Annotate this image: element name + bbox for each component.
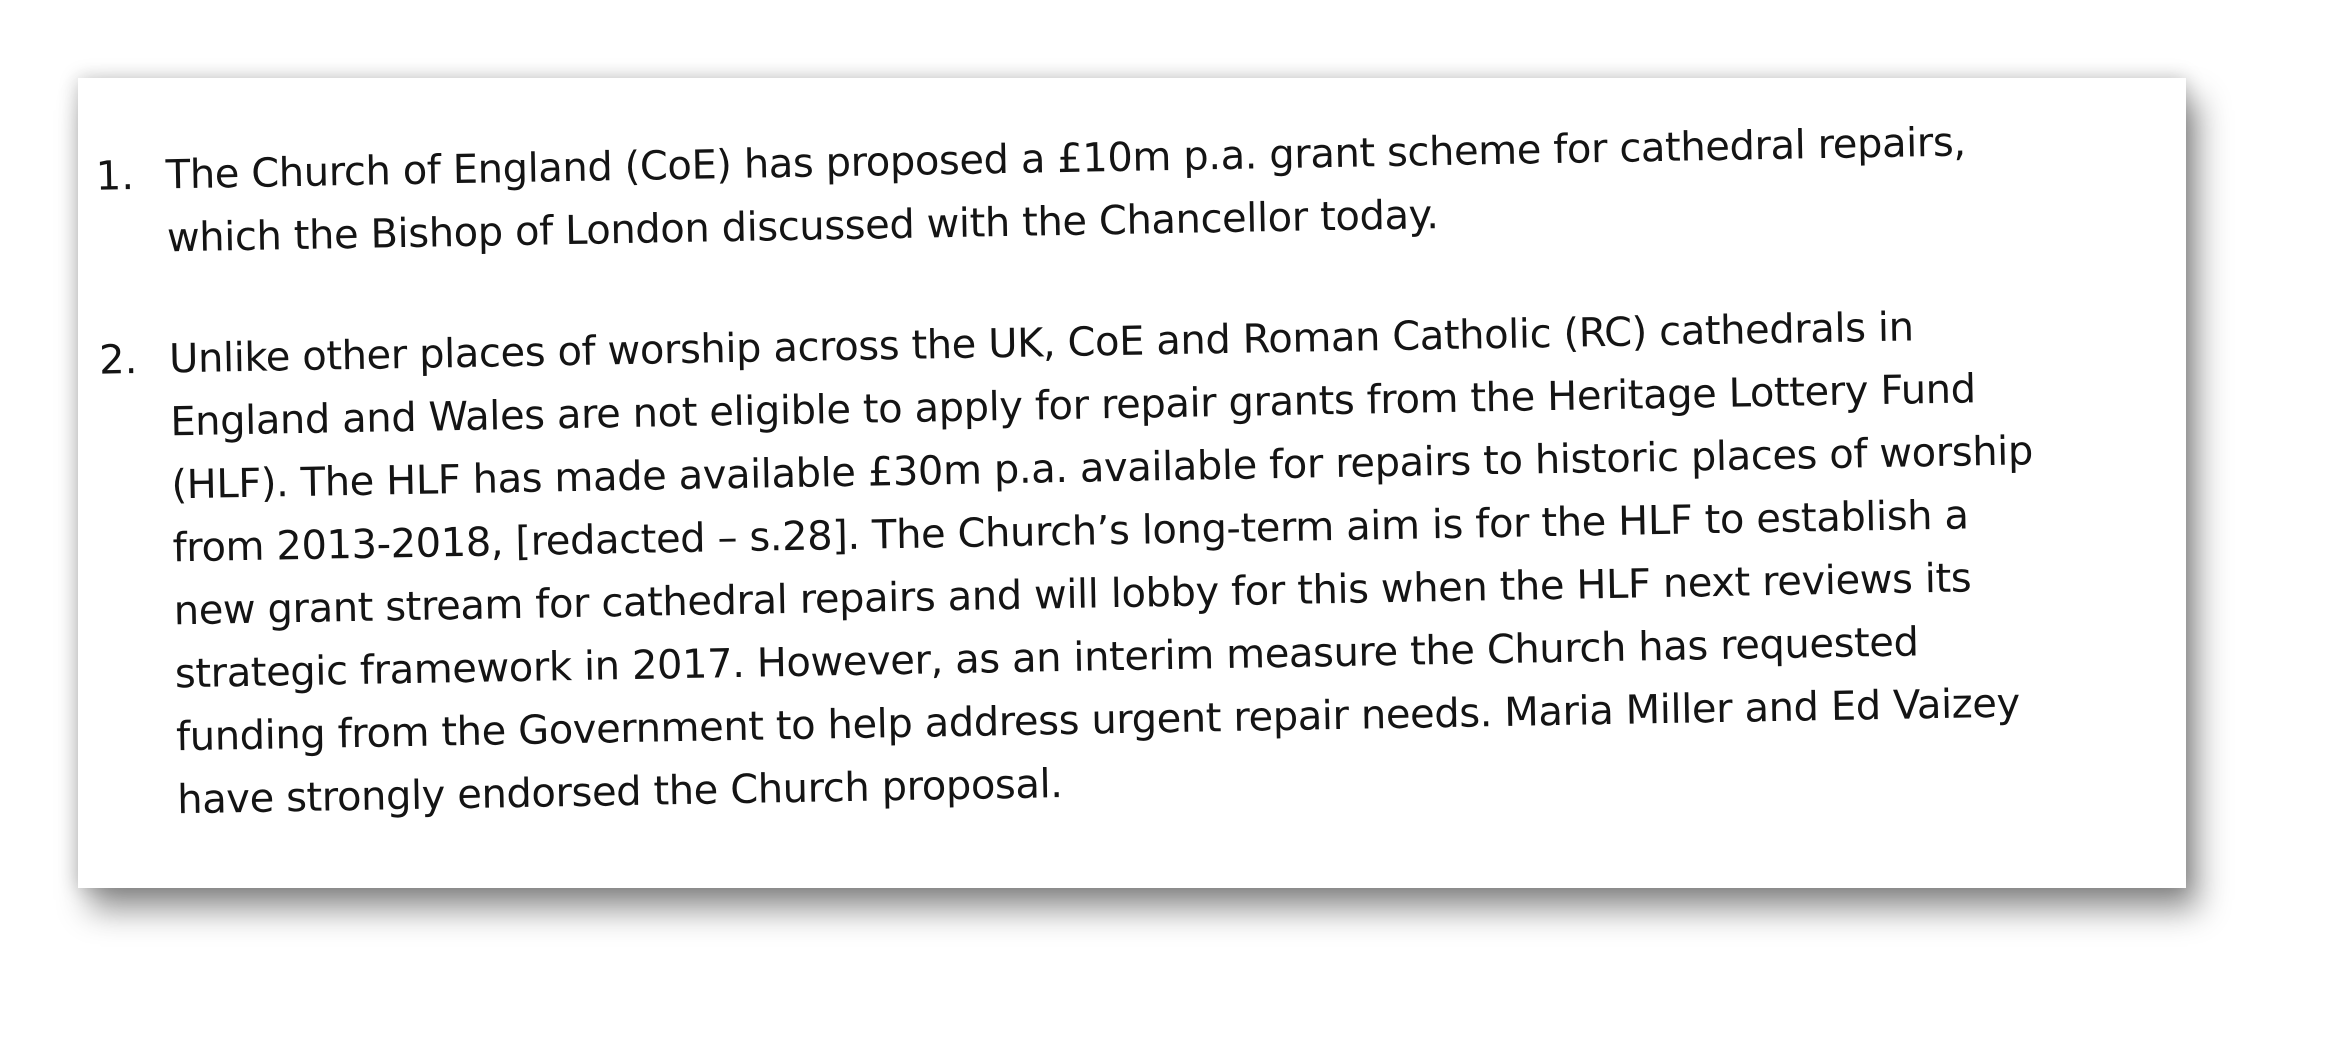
paragraph-number: 2. bbox=[98, 336, 138, 384]
paragraph-line: have strongly endorsed the Church proposal. bbox=[176, 761, 1063, 824]
paragraph-line: which the Bishop of London discussed with the Chancellor today. bbox=[166, 192, 1439, 262]
document-body bbox=[78, 78, 2186, 888]
paragraph-line: funding from the Government to help address urgent repair needs. Maria Miller and Ed Vaizey bbox=[175, 680, 2021, 761]
paragraph-line: The Church of England (CoE) has proposed a £10m p.a. grant scheme for cathedral repairs, bbox=[165, 119, 1967, 199]
paragraph-line: from 2013-2018, [redacted – s.28]. The Church’s long-term aim is for the HLF to establish a bbox=[172, 492, 1969, 572]
paragraph-line: (HLF). The HLF has made available £30m p.a. available for repairs to historic places of worship bbox=[171, 428, 2034, 509]
paragraph-line: strategic framework in 2017. However, as an interim measure the Church has requested bbox=[174, 619, 1919, 698]
paragraph-line: England and Wales are not eligible to apply for repair grants from the Heritage Lottery Fund bbox=[169, 366, 1977, 446]
paragraph-line: Unlike other places of worship across the UK, CoE and Roman Catholic (RC) cathedrals in bbox=[168, 304, 1914, 383]
paragraph-number: 1. bbox=[95, 152, 135, 200]
paragraph-line: new grant stream for cathedral repairs and will lobby for this when the HLF next reviews its bbox=[173, 555, 1972, 635]
document-excerpt bbox=[78, 78, 2186, 888]
paragraph-1 bbox=[79, 107, 2186, 262]
paragraph-2 bbox=[83, 291, 2186, 824]
